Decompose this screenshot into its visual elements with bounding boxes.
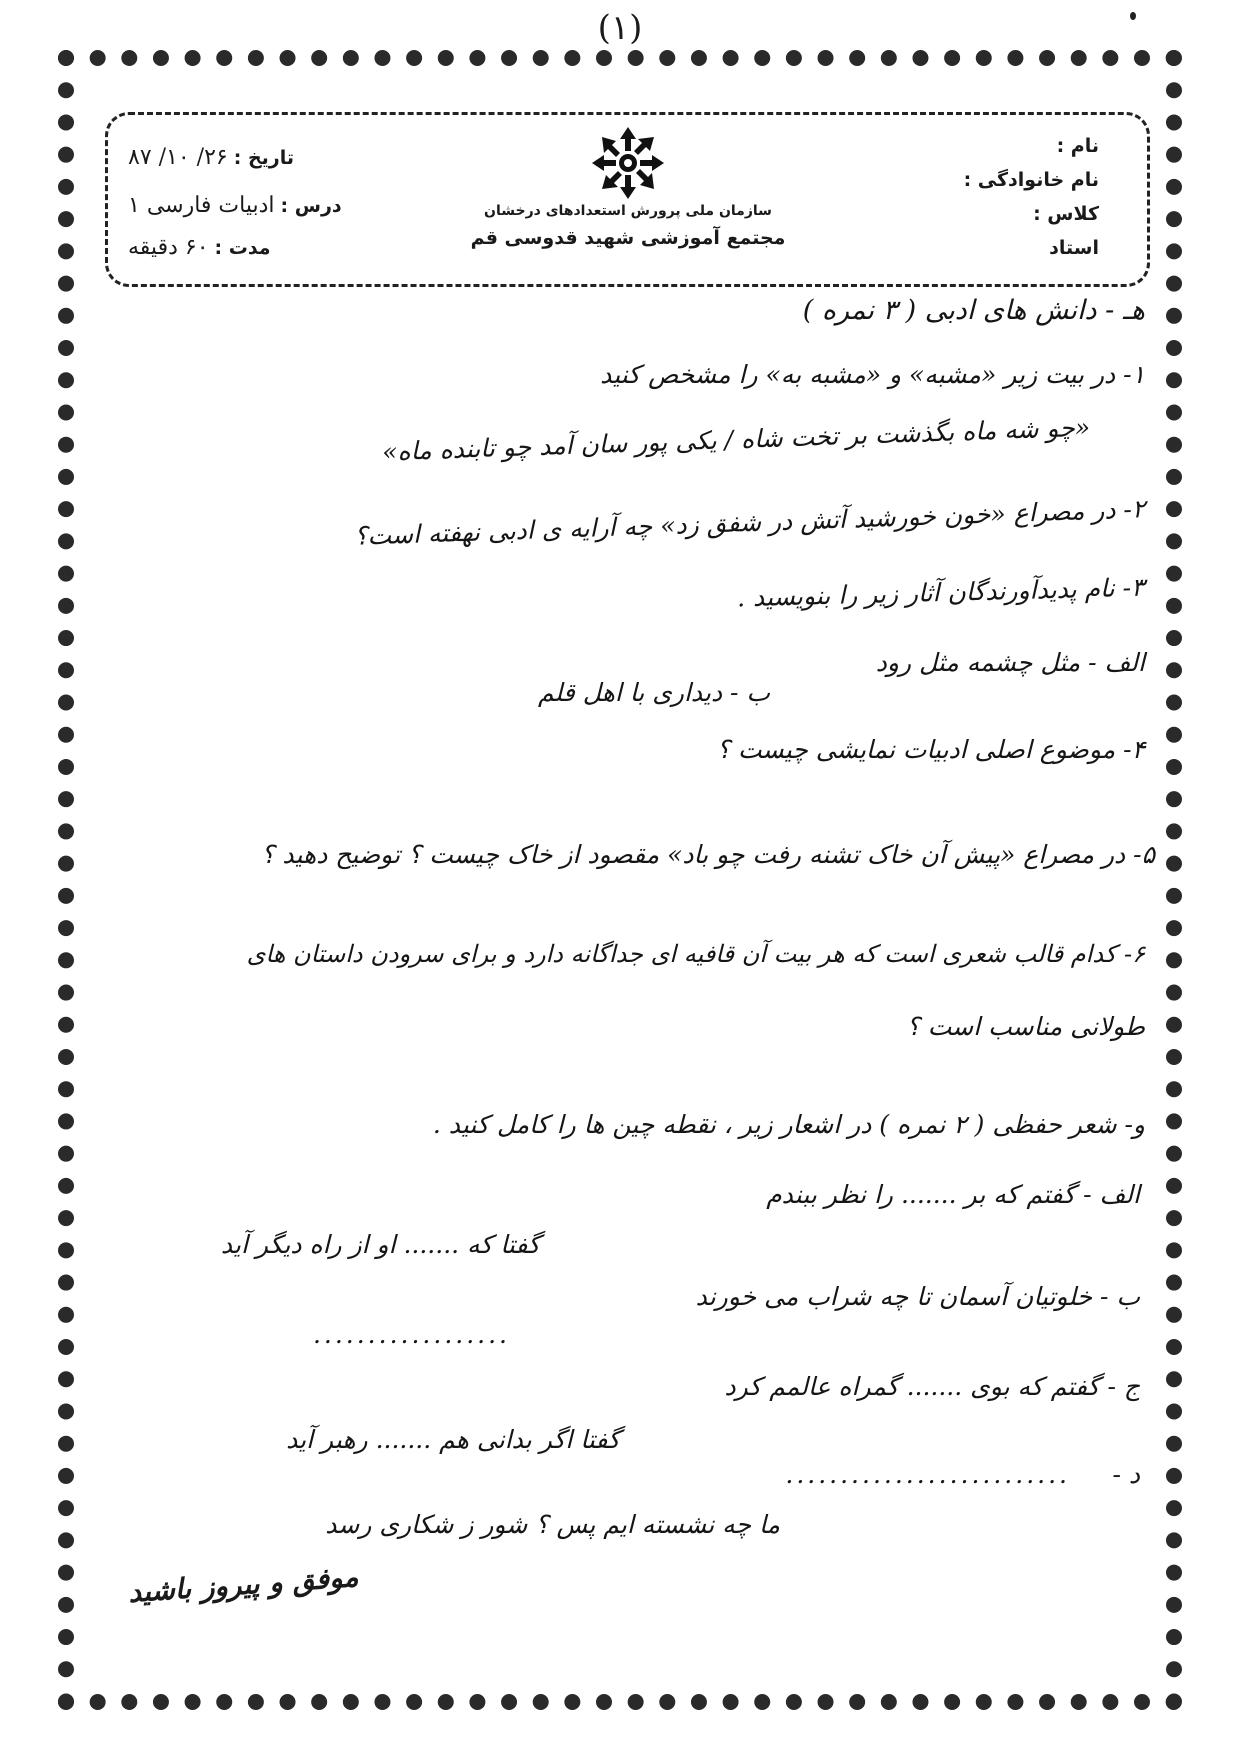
family-name-label: نام خانوادگی : <box>963 169 1099 191</box>
date-value: ۲۶/ ۱۰/ ۸۷ <box>128 145 228 170</box>
question-5: ۵- در مصراع «پیش آن خاک تشنه رفت چو باد» مقصود از خاک چیست ؟ توضیح دهید ؟ <box>261 840 1155 869</box>
closing-wish: موفق و پیروز باشید <box>127 1559 360 1610</box>
question-3-item-a: الف - مثل چشمه مثل رود <box>875 648 1145 677</box>
subject-field <box>128 193 342 218</box>
stray-ink-mark <box>1130 12 1136 20</box>
question-3: ۳- نام پدیدآورندگان آثار زیر را بنویسید . <box>737 572 1146 613</box>
name-field <box>1057 135 1099 157</box>
page-number: (۱) <box>597 8 643 48</box>
duration-label: مدت : <box>214 237 271 259</box>
exam-header <box>105 112 1150 287</box>
organization-emblem-icon <box>590 125 666 201</box>
family-name-field <box>964 169 1099 191</box>
subject-value: ادبیات فارسی ۱ <box>128 193 275 218</box>
teacher-label: استاد <box>1049 237 1099 259</box>
question-3-item-b: ب - دیداری با اهل قلم <box>537 678 770 707</box>
poem-c-part-2: گفتا اگر بدانی هم ....... رهبر آید <box>286 1425 620 1454</box>
poem-d-label: د - <box>1112 1460 1140 1489</box>
organization-name: سازمان ملی پرورش استعدادهای درخشان <box>484 203 772 219</box>
poem-b-blank: .................. <box>312 1320 510 1349</box>
poem-c-part-1: ج - گفتم که بوی ....... گمراه عالمم کرد <box>724 1372 1140 1401</box>
date-field <box>128 145 294 170</box>
school-name: مجتمع آموزشی شهید قدوسی قم <box>470 227 786 249</box>
poem-d-blank: .......................... <box>785 1460 1070 1489</box>
question-6-line-1: ۶- کدام قالب شعری است که هر بیت آن قافیه ای جداگانه دارد و برای سرودن داستان های <box>246 940 1145 968</box>
poem-d-part-1: ما چه نشسته ایم پس ؟ شور ز شکاری رسد <box>325 1510 780 1539</box>
name-label: نام : <box>1056 135 1099 157</box>
question-1: ۱- در بیت زیر «مشبه» و «مشبه به» را مشخص کنید <box>600 360 1145 389</box>
question-1-verse: «چو شه ماه بگذشت بر تخت شاه / یکی پور سان آمد چو تابنده ماه» <box>381 412 1091 467</box>
section-h-heading: هـ - دانش های ادبی ( ۳ نمره ) <box>802 295 1145 326</box>
section-v-heading: و- شعر حفظی ( ۲ نمره ) در اشعار زیر ، نقطه چین ها را کامل کنید . <box>432 1110 1145 1139</box>
class-label: کلاس : <box>1033 203 1099 225</box>
question-2: ۲- در مصراع «خون خورشید آتش در شفق زد» چه آرایه ی ادبی نهفته است؟ <box>353 494 1146 551</box>
poem-b-line: ب - خلوتیان آسمان تا چه شراب می خورند <box>695 1282 1140 1311</box>
date-label: تاریخ : <box>233 147 294 169</box>
duration-value: ۶۰ دقیقه <box>128 235 209 260</box>
poem-a-part-1: الف - گفتم که بر ....... را نظر ببندم <box>766 1180 1140 1209</box>
duration-field <box>128 235 271 260</box>
teacher-field <box>1049 237 1099 259</box>
subject-label: درس : <box>280 195 342 217</box>
question-6-line-2: طولانی مناسب است ؟ <box>906 1012 1145 1041</box>
poem-a-part-2: گفتا که ....... او از راه دیگر آید <box>220 1230 540 1259</box>
question-4: ۴- موضوع اصلی ادبیات نمایشی چیست ؟ <box>716 735 1145 764</box>
class-field <box>1033 203 1099 225</box>
